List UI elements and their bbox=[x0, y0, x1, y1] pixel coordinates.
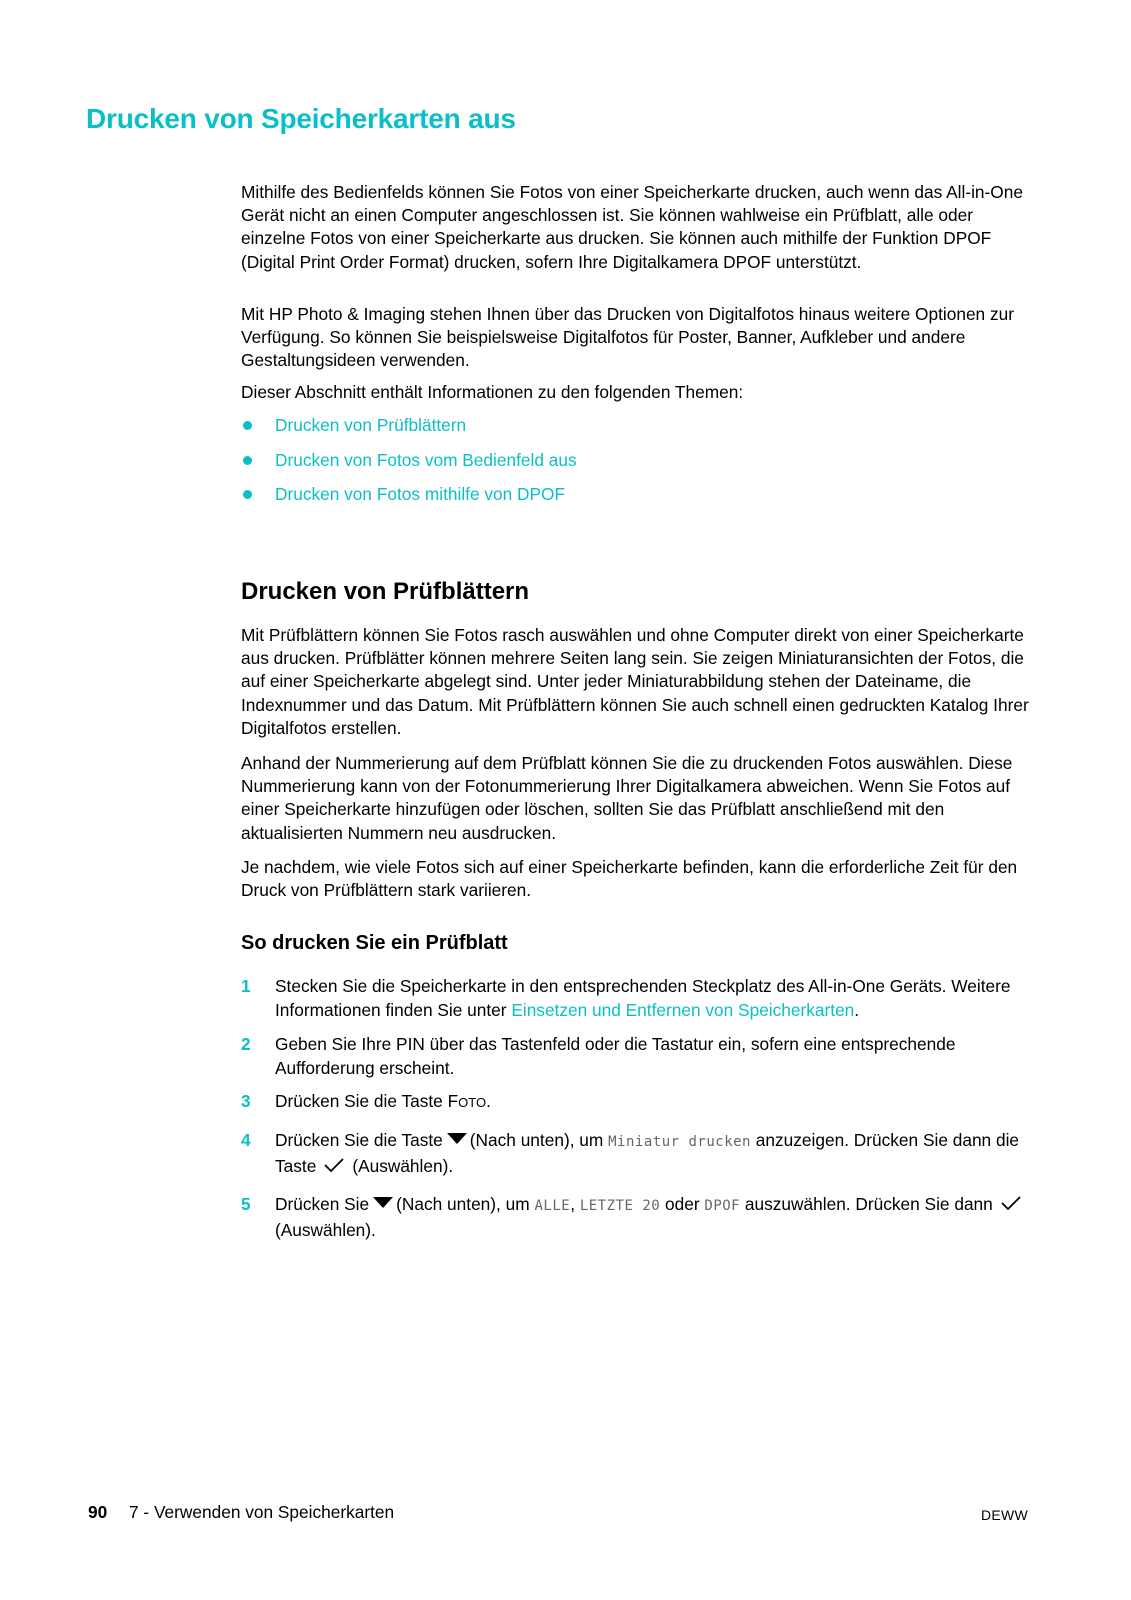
step-number: 5 bbox=[241, 1194, 251, 1214]
page-number: 90 bbox=[88, 1502, 108, 1522]
lcd-text: DPOF bbox=[704, 1198, 741, 1214]
down-arrow-icon bbox=[373, 1197, 393, 1208]
step-number: 3 bbox=[241, 1091, 251, 1111]
step-text: Drücken Sie die Taste FOTO. bbox=[275, 1091, 491, 1111]
topic-list bbox=[241, 414, 577, 518]
bullet-dot-icon bbox=[243, 490, 252, 499]
foto-key-label: F bbox=[447, 1091, 459, 1111]
lcd-text: ALLE bbox=[534, 1198, 571, 1214]
topic-link[interactable]: Drucken von Fotos vom Bedienfeld aus bbox=[241, 449, 577, 472]
memory-card-link[interactable]: Einsetzen und Entfernen von Speicherkarten bbox=[511, 999, 855, 1020]
topic-link[interactable]: Drucken von Fotos mithilfe von DPOF bbox=[241, 483, 577, 506]
intro-paragraph-1: Mithilfe des Bedienfelds können Sie Fotos von einer Speicherkarte drucken, auch wenn das All-in-One Gerät nicht an einen Computer angeschlossen ist. Sie können wahlweise ein Prüfblatt, alle oder einzelne Fotos von einer Speicherkarte aus drucken. Sie können auch mithilfe der Funktion DPOF (Digital Print Order Format) drucken, sofern Ihre Digitalkamera DPOF unterstützt. bbox=[241, 182, 1023, 272]
chapter-title: 7 - Verwenden von Speicherkarten bbox=[129, 1502, 395, 1522]
section-paragraph-2: Anhand der Nummerierung auf dem Prüfblatt können Sie die zu druckenden Fotos auswählen. Diese Nummerierung kann von der Fotonummerierung Ihrer Digitalkamera abweichen. Wenn Sie Fotos auf einer Speicherkarte hinzufügen oder löschen, sollten Sie das Prüfblatt anschließend mit den aktualisierten Nummern neu ausdrucken. bbox=[241, 753, 1013, 843]
section-paragraph-1: Mit Prüfblättern können Sie Fotos rasch auswählen und ohne Computer direkt von einer Speicherkarte aus drucken. Prüfblätter können mehrere Seiten lang sein. Sie zeigen Miniaturansichten der Fotos, die auf einer Speicherkarte abgelegt sind. Unter jeder Miniaturabbildung stehen der Dateiname, die Indexnummer und das Datum. Mit Prüfblättern können Sie auch schnell einen gedruckten Katalog Ihrer Digitalfotos erstellen. bbox=[241, 625, 1029, 738]
step-number: 4 bbox=[241, 1130, 251, 1150]
document-code: DEWW bbox=[981, 1507, 1029, 1523]
topic-link[interactable]: Drucken von Prüfblättern bbox=[241, 414, 577, 437]
procedure-heading: So drucken Sie ein Prüfblatt bbox=[241, 932, 508, 954]
down-arrow-icon bbox=[447, 1133, 467, 1144]
intro-paragraph-2: Mit HP Photo & Imaging stehen Ihnen über das Drucken von Digitalfotos hinaus weitere Optionen zur Verfügung. So können Sie beispielsweise Digitalfotos für Poster, Banner, Aufkleber und andere Gestaltungsideen verwenden. bbox=[241, 304, 1014, 371]
section-heading: Drucken von Prüfblättern bbox=[241, 578, 530, 605]
step-text: Geben Sie Ihre PIN über das Tastenfeld oder die Tastatur ein, sofern eine entsprechende Aufforderung erscheint. bbox=[275, 1034, 956, 1078]
section-paragraph-3: Je nachdem, wie viele Fotos sich auf einer Speicherkarte befinden, kann die erforderliche Zeit für den Druck von Prüfblättern stark variieren. bbox=[241, 857, 1018, 901]
bullet-dot-icon bbox=[243, 456, 252, 465]
step-number: 1 bbox=[241, 976, 251, 996]
checkmark-icon bbox=[999, 1195, 1023, 1211]
lcd-text: Miniatur drucken bbox=[608, 1134, 751, 1150]
page-title: Drucken von Speicherkarten aus bbox=[86, 103, 516, 134]
step-number: 2 bbox=[241, 1034, 251, 1054]
checkmark-icon bbox=[322, 1157, 346, 1173]
step-text: Drücken Sie (Nach unten), um ALLE, LETZTE 20 oder DPOF auszuwählen. Drücken Sie dann(Auswählen). bbox=[275, 1193, 1045, 1242]
intro-paragraph-3: Dieser Abschnitt enthält Informationen zu den folgenden Themen: bbox=[241, 382, 744, 402]
step-text: Stecken Sie die Speicherkarte in den entsprechenden Steckplatz des All-in-One Geräts. Weitere Informationen finden Sie unter Einsetzen und Entfernen von Speicherkarten. bbox=[275, 976, 1011, 1020]
lcd-text: LETZTE 20 bbox=[579, 1198, 661, 1214]
step-text: Drücken Sie die Taste (Nach unten), um Miniatur drucken anzuzeigen. Drücken Sie dann die Taste (Auswählen). bbox=[275, 1130, 1020, 1176]
foto-key-label-rest: OTO bbox=[458, 1095, 487, 1110]
bullet-dot-icon bbox=[243, 421, 252, 430]
